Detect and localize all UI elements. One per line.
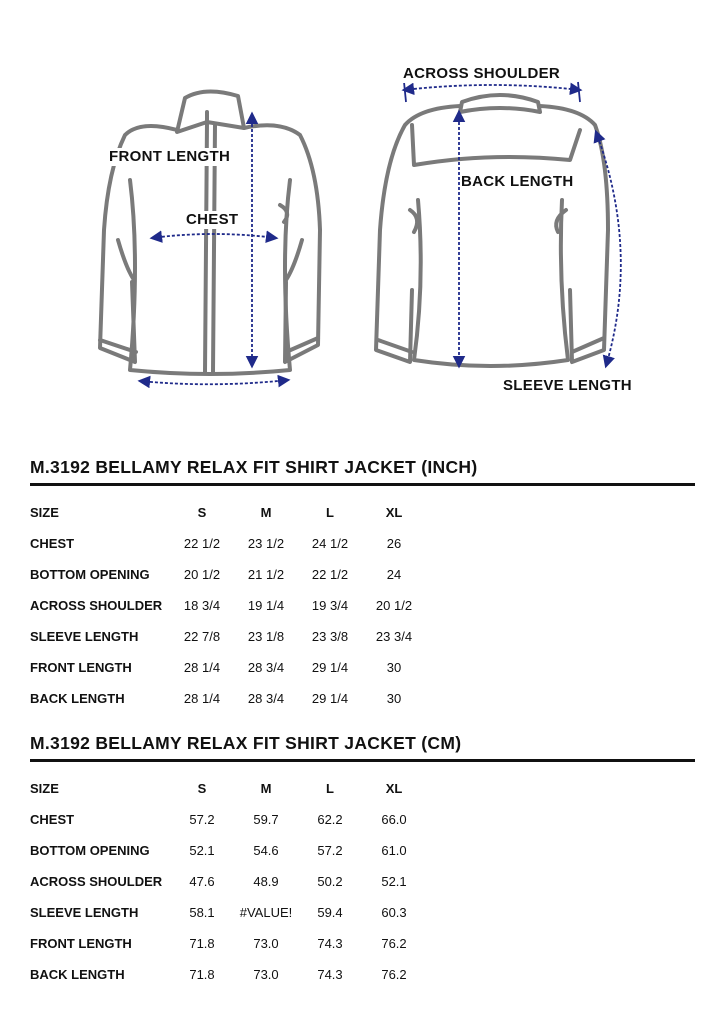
cm-chart-title: M.3192 BELLAMY RELAX FIT SHIRT JACKET (CM) <box>30 733 462 753</box>
bottom-opening-arrow <box>140 380 288 384</box>
table-cell: 19 1/4 <box>247 598 285 613</box>
table-header-row <box>30 497 426 528</box>
table-row <box>30 590 426 621</box>
table-cell: 24 <box>386 567 402 582</box>
table-cell: 73.0 <box>253 967 279 982</box>
front-shirt-illustration <box>100 91 320 374</box>
table-cell: 74.3 <box>317 967 343 982</box>
table-cell: 58.1 <box>189 905 215 920</box>
table-row <box>30 621 426 652</box>
table-cell: 28 3/4 <box>247 660 285 675</box>
table-cell: 61.0 <box>381 843 407 858</box>
table-cell: 23 1/8 <box>247 629 285 644</box>
row-label: SLEEVE LENGTH <box>30 905 139 920</box>
row-label: BACK LENGTH <box>30 691 125 706</box>
table-cell: 47.6 <box>189 874 215 889</box>
table-cell: 54.6 <box>253 843 279 858</box>
table-cell: 52.1 <box>189 843 215 858</box>
table-cell: 29 1/4 <box>311 691 349 706</box>
table-cell: 23 3/8 <box>311 629 349 644</box>
chest-label: CHEST <box>186 211 239 228</box>
header-cell: XL <box>385 781 403 796</box>
row-label: ACROSS SHOULDER <box>30 874 163 889</box>
table-cell: 59.4 <box>317 905 343 920</box>
table-cell: 24 1/2 <box>311 536 349 551</box>
table-cell: 50.2 <box>317 874 343 889</box>
row-label: FRONT LENGTH <box>30 936 132 951</box>
inch-size-chart <box>30 456 695 714</box>
back-length-label: BACK LENGTH <box>461 173 574 190</box>
table-cell: 62.2 <box>317 812 343 827</box>
header-cell: M <box>260 781 272 796</box>
table-cell: 52.1 <box>381 874 407 889</box>
header-cell: SIZE <box>30 781 59 796</box>
table-cell: 71.8 <box>189 967 215 982</box>
table-cell: 71.8 <box>189 936 215 951</box>
header-cell: S <box>197 781 207 796</box>
table-cell: 29 1/4 <box>311 660 349 675</box>
table-row <box>30 528 426 559</box>
header-cell: L <box>326 505 334 520</box>
table-cell: 76.2 <box>381 936 407 951</box>
table-row <box>30 897 426 928</box>
table-row <box>30 866 426 897</box>
cm-size-table <box>30 773 426 990</box>
row-label: BOTTOM OPENING <box>30 567 150 582</box>
table-header-row <box>30 773 426 804</box>
table-cell: 23 1/2 <box>247 536 285 551</box>
table-cell: 22 1/2 <box>311 567 349 582</box>
table-cell: 26 <box>386 536 402 551</box>
table-cell: 30 <box>386 691 402 706</box>
table-row <box>30 804 426 835</box>
title-divider <box>30 759 695 762</box>
shirt-illustrations <box>0 0 723 420</box>
row-label: CHEST <box>30 536 75 551</box>
table-cell: #VALUE! <box>239 905 293 920</box>
across-shoulder-label: ACROSS SHOULDER <box>403 65 561 82</box>
across-shoulder-arrow <box>404 85 580 90</box>
back-shirt-illustration <box>376 95 608 366</box>
table-cell: 57.2 <box>317 843 343 858</box>
table-cell: 30 <box>386 660 402 675</box>
table-cell: 18 3/4 <box>183 598 221 613</box>
table-cell: 66.0 <box>381 812 407 827</box>
inch-size-table <box>30 497 426 714</box>
table-cell: 57.2 <box>189 812 215 827</box>
table-cell: 20 1/2 <box>375 598 413 613</box>
table-cell: 19 3/4 <box>311 598 349 613</box>
table-cell: 48.9 <box>253 874 279 889</box>
title-divider <box>30 483 695 486</box>
row-label: BOTTOM OPENING <box>30 843 150 858</box>
table-cell: 20 1/2 <box>183 567 221 582</box>
header-cell: M <box>260 505 272 520</box>
table-cell: 59.7 <box>253 812 279 827</box>
inch-chart-title: M.3192 BELLAMY RELAX FIT SHIRT JACKET (INCH) <box>30 457 478 477</box>
table-cell: 23 3/4 <box>375 629 413 644</box>
table-row <box>30 959 426 990</box>
table-row <box>30 683 426 714</box>
table-row <box>30 835 426 866</box>
row-label: ACROSS SHOULDER <box>30 598 163 613</box>
table-cell: 28 1/4 <box>183 691 221 706</box>
header-cell: S <box>197 505 207 520</box>
header-cell: XL <box>385 505 403 520</box>
table-cell: 22 7/8 <box>183 629 221 644</box>
sleeve-length-label: SLEEVE LENGTH <box>503 377 632 394</box>
table-cell: 60.3 <box>381 905 407 920</box>
row-label: BACK LENGTH <box>30 967 125 982</box>
table-cell: 76.2 <box>381 967 407 982</box>
table-row <box>30 652 426 683</box>
row-label: CHEST <box>30 812 75 827</box>
table-row <box>30 559 426 590</box>
table-cell: 21 1/2 <box>247 567 285 582</box>
cm-size-chart <box>30 732 695 990</box>
header-cell: L <box>326 781 334 796</box>
table-cell: 28 1/4 <box>183 660 221 675</box>
table-cell: 73.0 <box>253 936 279 951</box>
front-length-label: FRONT LENGTH <box>109 148 231 165</box>
table-row <box>30 928 426 959</box>
header-cell: SIZE <box>30 505 59 520</box>
measurement-diagram <box>0 0 723 420</box>
table-cell: 22 1/2 <box>183 536 221 551</box>
table-cell: 74.3 <box>317 936 343 951</box>
row-label: FRONT LENGTH <box>30 660 132 675</box>
table-cell: 28 3/4 <box>247 691 285 706</box>
row-label: SLEEVE LENGTH <box>30 629 139 644</box>
